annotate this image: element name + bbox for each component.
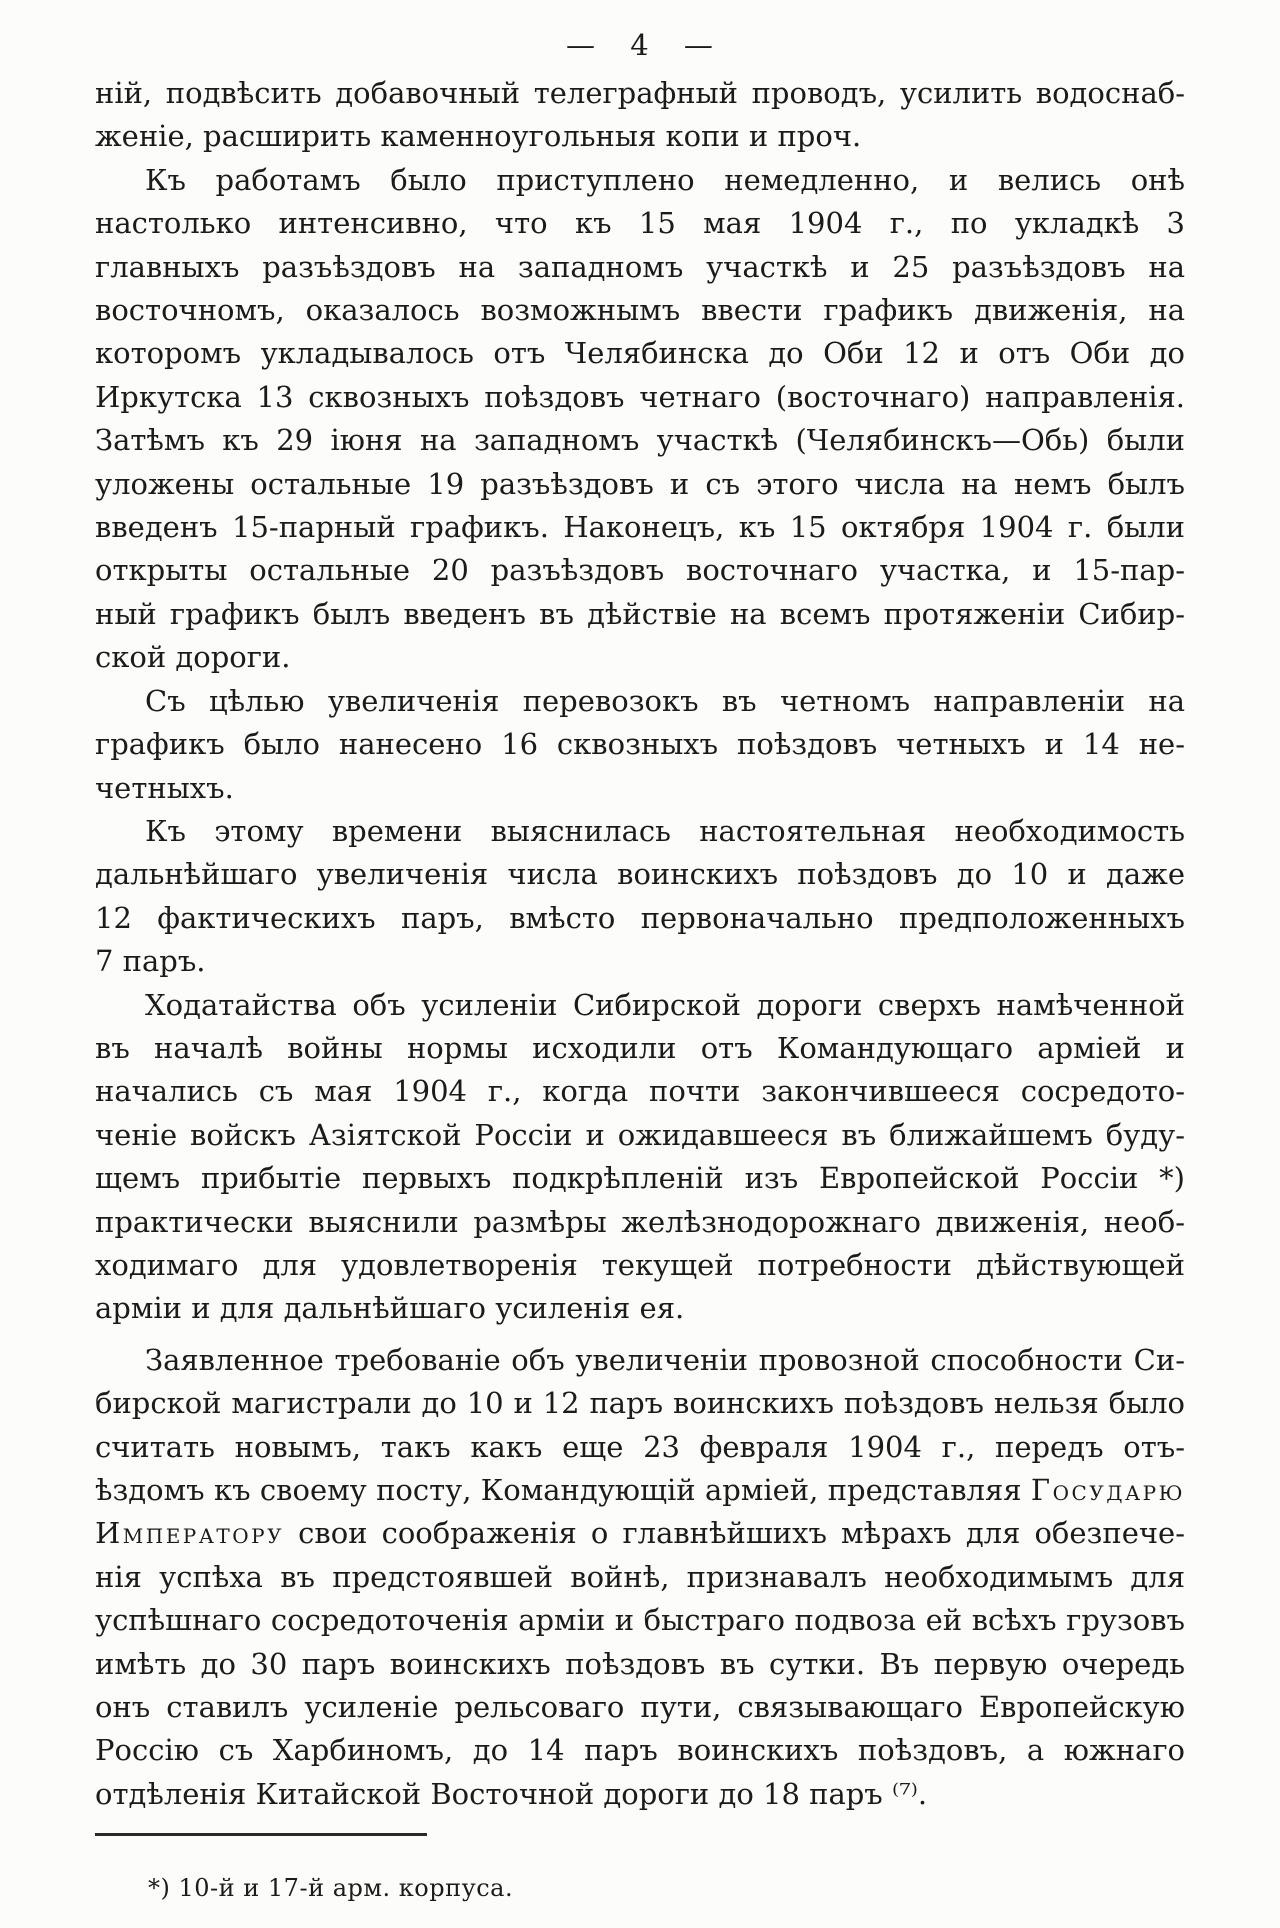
paragraph-petitions — [95, 984, 1185, 1331]
text-line: настолько интенсивно, что къ 15 мая 1904 г., по укладкѣ 3 — [95, 206, 1185, 241]
text-line: въ началѣ войны нормы исходили отъ Командующаго арміей и — [95, 1030, 1185, 1065]
text-line: ской дороги. — [95, 640, 291, 675]
text-line: Россію съ Харбиномъ, до 14 паръ воинскихъ поѣздовъ, а южнаго — [95, 1733, 1185, 1768]
text-line: начались съ мая 1904 г., когда почти закончившееся сосредото- — [95, 1074, 1185, 1109]
text-line: ній, подвѣсить добавочный телеграфный проводъ, усилить водоснаб- — [95, 76, 1185, 110]
text-line: уложены остальные 19 разъѣздовъ и съ этого числа на немъ былъ — [95, 466, 1185, 501]
text-line: практически выяснили размѣры желѣзнодорожнаго движенія, необ- — [95, 1204, 1185, 1239]
text-line: Къ работамъ было приступлено немедленно, и велись онѣ — [145, 162, 1185, 197]
text-line: 7 паръ. — [95, 944, 206, 979]
footnote — [148, 1874, 513, 1902]
text-line: Заявленное требованіе объ увеличеніи провозной способности Си- — [145, 1342, 1185, 1377]
text-line: успѣшнаго сосредоточенія арміи и быстраго подвоза ей всѣхъ грузовъ — [95, 1603, 1185, 1638]
paragraph-declared-demand — [95, 1339, 1185, 1816]
text-segment: ѣздомъ къ своему посту, Командующій арміей, представляя — [95, 1473, 1031, 1507]
text-line: Къ этому времени выяснилась настоятельная необходимость — [145, 813, 1185, 848]
text-line: отдѣленія Китайской Восточной дороги до 18 паръ ⁽⁷⁾. — [95, 1776, 928, 1811]
text-line: введенъ 15-парный графикъ. Наконецъ, къ 15 октября 1904 г. были — [95, 510, 1185, 545]
text-segment-smallcaps-gosudaryu: Государю — [1030, 1473, 1185, 1507]
text-line: ный графикъ былъ введенъ въ дѣйствіе на всемъ протяженіи Сибир- — [95, 596, 1185, 631]
text-line: восточномъ, оказалось возможнымъ ввести графикъ движенія, на — [95, 293, 1185, 328]
paragraph-works-started — [95, 159, 1185, 680]
text-segment: свои соображенія о главнѣйшихъ мѣрахъ для обезпече- — [284, 1516, 1185, 1551]
text-line — [95, 1512, 1185, 1555]
text-line: щемъ прибытіе первыхъ подкрѣпленій изъ Европейской Россіи *) — [95, 1161, 1185, 1196]
text-line: считать новымъ, такъ какъ еще 23 февраля 1904 г., передъ отъ- — [95, 1429, 1185, 1464]
text-line: ченіе войскъ Азіятской Россіи и ожидавшееся въ ближайшемъ буду- — [95, 1117, 1185, 1152]
text-line: Ходатайства объ усиленіи Сибирской дороги сверхъ намѣченной — [145, 987, 1185, 1022]
text-line: женіе, расширить каменноугольныя копи и проч. — [95, 119, 862, 154]
paragraph-need-increase — [95, 810, 1185, 984]
text-line: четныхъ. — [95, 770, 234, 805]
text-line: имѣть до 30 паръ воинскихъ поѣздовъ въ сутки. Въ первую очередь — [95, 1646, 1185, 1681]
text-line: нія успѣха въ предстоявшей войнѣ, признавалъ необходимымъ для — [95, 1559, 1185, 1594]
text-line: ходимаго для удовлетворенія текущей потребности дѣйствующей — [95, 1247, 1185, 1282]
paragraph-schedule-16-14 — [95, 680, 1185, 810]
text-line: Съ цѣлью увеличенія перевозокъ въ четномъ направленіи на — [145, 683, 1185, 718]
footnote-marker: *) — [148, 1874, 171, 1902]
footnote-text: 10-й и 17-й арм. корпуса. — [178, 1874, 514, 1902]
text-block — [95, 72, 1185, 1816]
text-line: дальнѣйшаго увеличенія числа воинскихъ поѣздовъ до 10 и даже — [95, 857, 1185, 892]
text-line: главныхъ разъѣздовъ на западномъ участкѣ и 25 разъѣздовъ на — [95, 249, 1185, 284]
text-line: бирской магистрали до 10 и 12 паръ воинскихъ поѣздовъ нельзя было — [95, 1386, 1185, 1421]
paragraph-continuation — [95, 72, 1185, 159]
text-line: онъ ставилъ усиленіе рельсоваго пути, связывающаго Европейскую — [95, 1690, 1185, 1725]
page-number: — 4 — — [566, 28, 714, 62]
text-line: Иркутска 13 сквозныхъ поѣздовъ четнаго (восточнаго) направленія. — [95, 379, 1185, 414]
text-line: графикъ было нанесено 16 сквозныхъ поѣздовъ четныхъ и 14 не- — [95, 727, 1185, 762]
text-line: арміи и для дальнѣйшаго усиленія ея. — [95, 1291, 685, 1326]
text-line — [95, 1469, 1185, 1512]
text-line: открыты остальные 20 разъѣздовъ восточнаго участка, и 15-пар- — [95, 553, 1185, 588]
text-line: 12 фактическихъ паръ, вмѣсто первоначально предположенныхъ — [95, 900, 1185, 935]
text-line: Затѣмъ къ 29 іюня на западномъ участкѣ (Челябинскъ—Обь) были — [95, 423, 1185, 458]
footnote-divider — [95, 1833, 427, 1836]
text-line: которомъ укладывалось отъ Челябинска до Оби 12 и отъ Оби до — [95, 336, 1185, 371]
text-segment-smallcaps-imperatoru: Императору — [95, 1516, 285, 1551]
